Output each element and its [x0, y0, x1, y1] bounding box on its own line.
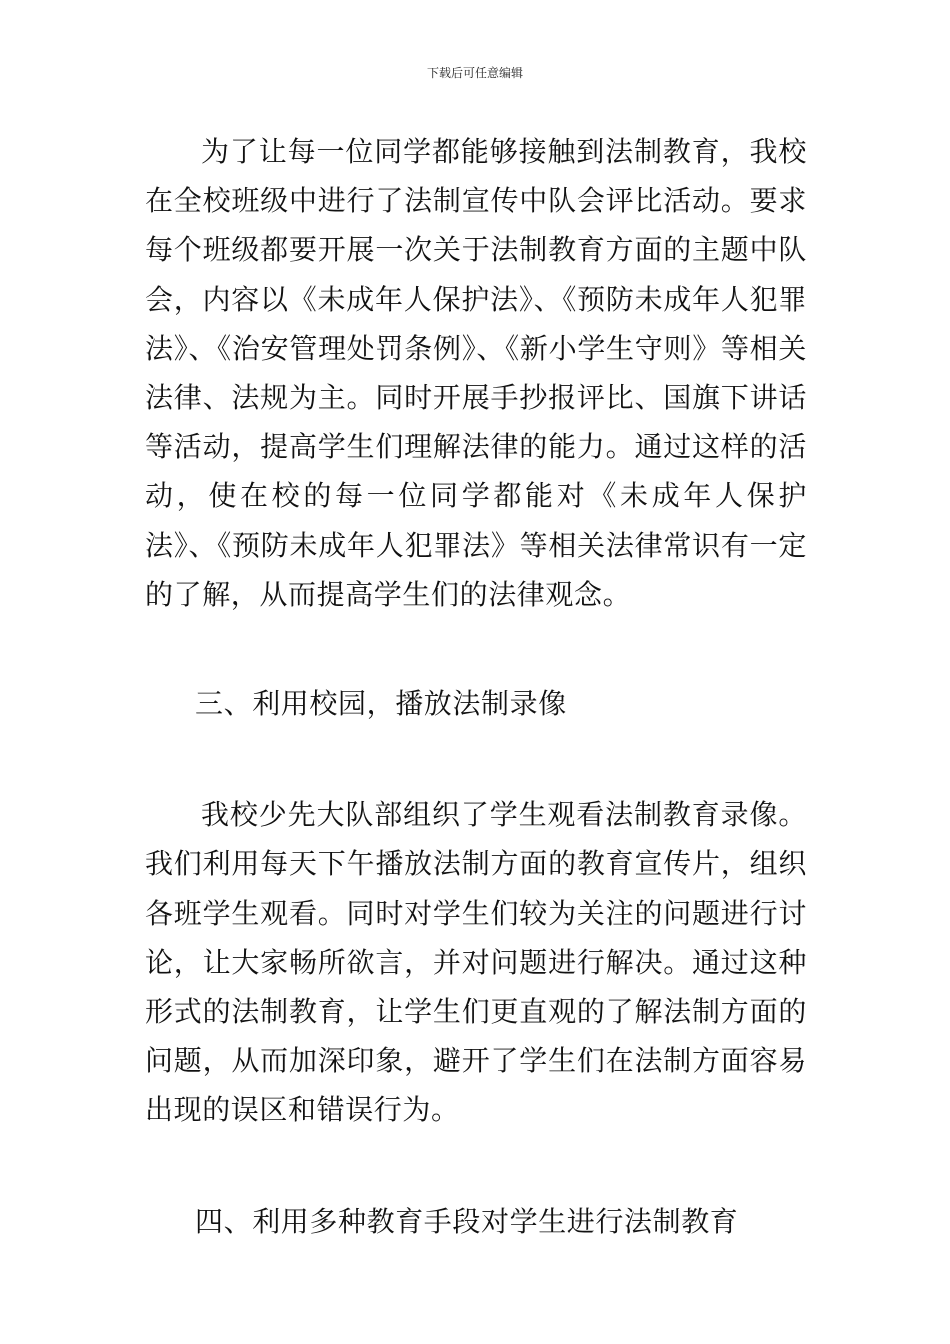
document-body	[145, 127, 807, 1246]
section-heading-3: 三、利用校园，播放法制录像	[195, 687, 567, 721]
paragraph-spacer	[145, 619, 807, 679]
header-note: 下载后可任意编辑	[426, 66, 523, 80]
paragraph-spacer	[145, 1135, 807, 1197]
paragraph-legal-education-class-meetings: 为了让每一位同学都能够接触到法制教育，我校在全校班级中进行了法制宣传中队会评比活动。要求每个班级都要开展一次关于法制教育方面的主题中队会，内容以《未成年人保护法》、《预防未成年人犯罪法》、《治安管理处罚条例》、《新小学生守则》等相关法律、法规为主。同时开展手抄报评比、国旗下讲话等活动，提高学生们理解法律的能力。通过这样的活动，使在校的每一位同学都能对《未成年人保护法》、《预防未成年人犯罪法》等相关法律常识有一定的了解，从而提高学生们的法律观念。	[145, 135, 807, 611]
paragraph-legal-videos: 我校少先大队部组织了学生观看法制教育录像。我们利用每天下午播放法制方面的教育宣传片，组织各班学生观看。同时对学生们较为关注的问题进行讨论，让大家畅所欲言，并对问题进行解决。通过这种形式的法制教育，让学生们更直观的了解法制方面的问题，从而加深印象，避开了学生们在法制方面容易出现的误区和错误行为。	[145, 798, 807, 1127]
paragraph-spacer	[145, 728, 807, 790]
section-heading-4: 四、利用多种教育手段对学生进行法制教育	[195, 1204, 739, 1238]
